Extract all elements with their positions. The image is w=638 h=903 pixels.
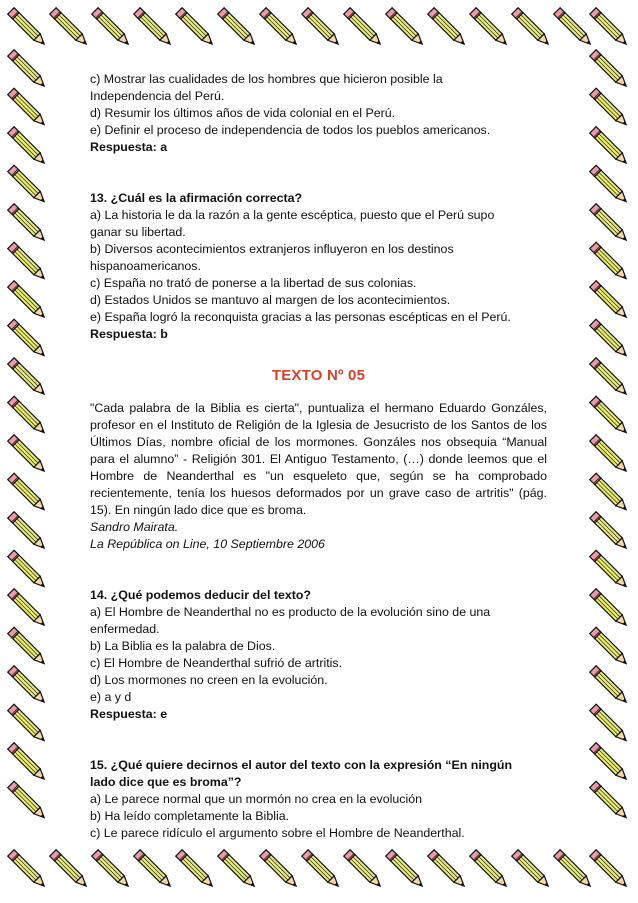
pencil-icon xyxy=(260,850,300,890)
pencil-icon xyxy=(470,8,510,48)
pencil-icon xyxy=(8,781,48,821)
q15-option-b: b) Ha leído completamente la Biblia. xyxy=(90,809,290,823)
pencil-icon xyxy=(512,850,552,890)
pencil-icon xyxy=(590,704,630,744)
pencil-icon xyxy=(134,8,174,48)
pencil-icon xyxy=(590,165,630,205)
pencil-icon xyxy=(302,850,342,890)
pencil-icon xyxy=(8,512,48,552)
pencil-icon xyxy=(554,8,594,48)
pencil-icon xyxy=(428,8,468,48)
q13-option-c: c) España no trató de ponerse a la libertad de sus colonias. xyxy=(90,276,417,290)
pencil-icon xyxy=(8,127,48,167)
text-body: "Cada palabra de la Biblia es cierta", puntualiza el hermano Eduardo Gonzáles, profesor en el Instituto de Religión de la Iglesia de Jesucristo de los Santos de los Últimos Días, nombre oficial de los mormones. Gonzáles nos obsequia “Manual para el alumno” - Religión 301. El Antiguo Testamento, (…) donde leemos que el Hombre de Neanderthal es "un esqueleto que, según se ha comprobado recientemente, tenía los huesos deformados por un grave caso de artritis" (pág. 15). En ningún lado dice que es broma. xyxy=(90,401,547,517)
q14-option-c: c) El Hombre de Neanderthal sufrió de artritis. xyxy=(90,656,343,670)
pencil-icon xyxy=(8,88,48,128)
pencil-icon xyxy=(92,850,132,890)
pencil-icon xyxy=(554,850,594,890)
pencil-icon xyxy=(590,358,630,398)
pencil-icon xyxy=(590,396,630,436)
pencil-icon xyxy=(260,8,300,48)
text-author: Sandro Mairata. xyxy=(90,520,179,534)
q13-option-b-line2: hispanoamericanos. xyxy=(90,259,201,273)
pencil-icon xyxy=(8,242,48,282)
option-d: d) Resumir los últimos años de vida colonial en el Perú. xyxy=(90,106,396,120)
q13-option-e: e) España logró la reconquista gracias a las personas escépticas en el Perú. xyxy=(90,310,511,324)
answer-14: Respuesta: e xyxy=(90,707,168,721)
pencil-icon xyxy=(8,550,48,590)
pencil-icon xyxy=(386,850,426,890)
text-source: La República on Line, 10 Septiembre 2006 xyxy=(90,537,325,551)
option-c-line2: Independencia del Perú. xyxy=(90,89,225,103)
q14-option-e: e) a y d xyxy=(90,690,132,704)
pencil-icon xyxy=(590,319,630,359)
pencil-icon xyxy=(176,8,216,48)
pencil-icon xyxy=(344,8,384,48)
text-title: TEXTO Nº 05 xyxy=(271,367,366,384)
pencil-icon xyxy=(590,50,630,90)
pencil-icon xyxy=(590,550,630,590)
q14-option-d: d) Los mormones no creen en la evolución. xyxy=(90,673,328,687)
pencil-icon xyxy=(8,204,48,244)
pencil-icon xyxy=(590,88,630,128)
q13-option-a-line1: a) La historia le da la razón a la gente escéptica, puesto que el Perú supo xyxy=(90,208,495,222)
pencil-icon xyxy=(590,627,630,667)
pencil-icon xyxy=(50,850,90,890)
pencil-icon xyxy=(8,281,48,321)
pencil-icon xyxy=(176,850,216,890)
pencil-icon xyxy=(8,50,48,90)
pencil-icon xyxy=(590,781,630,821)
question-13: 13. ¿Cuál es la afirmación correcta? xyxy=(90,191,303,205)
document-body xyxy=(90,71,547,842)
pencil-icon xyxy=(8,704,48,744)
question-14: 14. ¿Qué podemos deducir del texto? xyxy=(90,588,312,602)
pencil-icon xyxy=(8,743,48,783)
pencil-icon xyxy=(590,127,630,167)
pencil-icon xyxy=(590,743,630,783)
pencil-icon xyxy=(8,850,48,890)
q13-option-d: d) Estados Unidos se mantuvo al margen de los acontecimientos. xyxy=(90,293,451,307)
pencil-icon xyxy=(8,589,48,629)
pencil-icon xyxy=(302,8,342,48)
question-15-line1: 15. ¿Qué quiere decirnos el autor del texto con la expresión “En ningún xyxy=(90,758,513,772)
pencil-icon xyxy=(590,435,630,475)
pencil-icon xyxy=(590,473,630,513)
pencil-icon xyxy=(8,8,48,48)
pencil-icon xyxy=(8,319,48,359)
pencil-icon xyxy=(8,396,48,436)
pencil-icon xyxy=(512,8,552,48)
option-c-line1: c) Mostrar las cualidades de los hombres que hicieron posible la xyxy=(90,72,443,86)
pencil-icon xyxy=(590,8,630,48)
answer-13: Respuesta: b xyxy=(90,327,168,341)
question-15-line2: lado dice que es broma”? xyxy=(90,775,242,789)
q14-option-a-line1: a) El Hombre de Neanderthal no es producto de la evolución sino de una xyxy=(90,605,491,619)
q15-option-c: c) Le parece ridículo el argumento sobre el Hombre de Neanderthal. xyxy=(90,826,465,840)
pencil-icon xyxy=(8,473,48,513)
pencil-icon xyxy=(218,850,258,890)
pencil-icon xyxy=(590,242,630,282)
pencil-icon xyxy=(428,850,468,890)
pencil-icon xyxy=(8,627,48,667)
pencil-icon xyxy=(344,850,384,890)
pencil-icon xyxy=(590,512,630,552)
pencil-icon xyxy=(92,8,132,48)
q14-option-b: b) La Biblia es la palabra de Dios. xyxy=(90,639,276,653)
pencil-icon xyxy=(50,8,90,48)
answer-12: Respuesta: a xyxy=(90,140,168,154)
q13-option-b-line1: b) Diversos acontecimientos extranjeros influyeron en los destinos xyxy=(90,242,454,256)
q15-option-a: a) Le parece normal que un mormón no crea en la evolución xyxy=(90,792,422,806)
pencil-icon xyxy=(8,165,48,205)
pencil-icon xyxy=(8,666,48,706)
pencil-icon xyxy=(218,8,258,48)
pencil-icon xyxy=(8,435,48,475)
pencil-icon xyxy=(590,204,630,244)
pencil-icon xyxy=(590,666,630,706)
pencil-icon xyxy=(8,358,48,398)
q13-option-a-line2: ganar su libertad. xyxy=(90,225,186,239)
option-e: e) Definir el proceso de independencia de todos los pueblos americanos. xyxy=(90,123,491,137)
pencil-icon xyxy=(134,850,174,890)
pencil-icon xyxy=(470,850,510,890)
pencil-icon xyxy=(590,850,630,890)
pencil-icon xyxy=(590,589,630,629)
q14-option-a-line2: enfermedad. xyxy=(90,622,160,636)
pencil-icon xyxy=(590,281,630,321)
pencil-icon xyxy=(386,8,426,48)
